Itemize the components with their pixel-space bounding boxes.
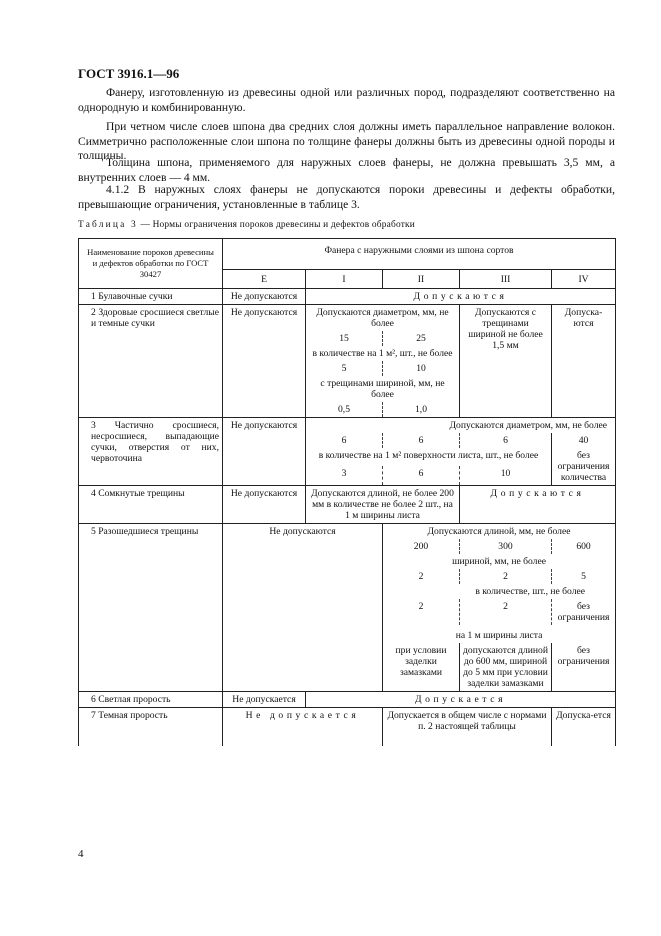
row5-iv-width: 5 (552, 569, 616, 584)
table-row (79, 708, 616, 747)
row2-iii: Допускаются с трещинами шириной не более 1,5 мм (460, 305, 552, 418)
row5-iii-len: 300 (460, 539, 552, 554)
row2-iv: Допуска-ются (552, 305, 616, 418)
table-row (79, 289, 616, 305)
row3-name: 3 Частично сросшиеся, несросшиеся, выпадающие сучки, отверстия от них, червоточина (79, 418, 223, 486)
row5-ii-cond: при условии заделки замазками (383, 643, 460, 692)
row3-iii-diam: 6 (460, 433, 552, 448)
row2-i-crack: 0,5 (306, 402, 383, 418)
row5-width-label: шириной, мм, не более (383, 554, 616, 569)
grade-e: E (223, 270, 306, 289)
row5-iv-len: 600 (552, 539, 616, 554)
row3-iv-count: без ограничения количества (552, 448, 616, 486)
table-row (79, 692, 616, 708)
row1-e: Не допускаются (223, 289, 306, 305)
row2-ii-count: 10 (383, 361, 460, 376)
row7-e-i: Не допускается (223, 708, 383, 747)
row3-ii-count: 6 (383, 466, 460, 485)
row5-ii-len: 200 (383, 539, 460, 554)
page-number: 4 (78, 848, 84, 860)
row1-name: 1 Булавочные сучки (79, 289, 223, 305)
row6-name: 6 Светлая прорость (79, 692, 223, 708)
paragraph-4: 4.1.2 В наружных слоях фанеры не допускаются пороки древесины и дефекты обработки, превышающие ограничения, установленные в таблице 3. (78, 183, 615, 211)
defects-norms-table (78, 238, 616, 746)
row2-ii-diam: 25 (383, 331, 460, 346)
document-header: ГОСТ 3916.1—96 (78, 66, 180, 81)
table-row (79, 486, 616, 524)
row2-ii-crack: 1,0 (383, 402, 460, 418)
table-header-row (79, 239, 616, 270)
row7-name: 7 Темная прорость (79, 708, 223, 747)
row4-iii-iv: Допускаются (460, 486, 616, 524)
row5-ii-width: 2 (383, 569, 460, 584)
row7-ii-iii: Допускается в общем числе с нормами п. 2 настоящей таблицы (383, 708, 552, 747)
row5-per-label: на 1 м ширины листа (383, 625, 616, 643)
row3-iii-count: 10 (460, 466, 552, 485)
row5-iv-cond: без ограничения (552, 643, 616, 692)
row5-e-i: Не допускаются (223, 524, 383, 692)
row5-len-label: Допускаются длиной, мм, не более (383, 524, 616, 540)
row4-i-ii: Допускаются длиной, не более 200 мм в количестве не более 2 шт., на 1 м ширины листа (306, 486, 460, 524)
paragraph-3: Толщина шпона, применяемого для наружных слоев фанеры, не должна превышать 3,5 мм, а внутренних слоев — 4 мм. (78, 156, 615, 184)
row4-name: 4 Сомкнутые трещины (79, 486, 223, 524)
header-grades-group: Фанера с наружными слоями из шпона сортов (223, 239, 616, 270)
row5-ii-count: 2 (383, 599, 460, 625)
row2-name: 2 Здоровые сросшиеся светлые и темные сучки (79, 305, 223, 418)
row3-i-count: 3 (306, 466, 383, 485)
row2-e: Не допускаются (223, 305, 306, 418)
row2-crack-label: с трещинами шириной, мм, не более (306, 376, 460, 402)
row4-e: Не допускаются (223, 486, 306, 524)
row1-rest: Допускаются (306, 289, 616, 305)
row6-rest: Допускается (306, 692, 616, 708)
table-caption (78, 220, 415, 230)
row3-i-diam: 6 (306, 433, 383, 448)
row3-iv-diam: 40 (552, 433, 616, 448)
grade-iv: IV (552, 270, 616, 289)
row3-ii-diam: 6 (383, 433, 460, 448)
grade-ii: II (383, 270, 460, 289)
row5-count-label: в количестве, шт., не более (383, 584, 616, 599)
row2-i-diam: 15 (306, 331, 383, 346)
row3-count-label: в количестве на 1 м² поверхности листа, шт., не более (306, 448, 552, 466)
table-row (79, 418, 616, 434)
table-row (79, 524, 616, 540)
row2-diam-label: Допускаются диаметром, мм, не более (306, 305, 460, 332)
row3-e: Не допускаются (223, 418, 306, 486)
row5-iii-width: 2 (460, 569, 552, 584)
table-caption-label: Таблица 3 (78, 220, 138, 230)
table-caption-text: — Нормы ограничения пороков древесины и дефектов обработки (137, 220, 415, 230)
row5-iv-count: без ограничения (552, 599, 616, 625)
grade-i: I (306, 270, 383, 289)
row7-iv: Допуска-ется (552, 708, 616, 747)
row2-count-label: в количестве на 1 м², шт., не более (306, 346, 460, 361)
header-defect-name: Наименование пороков древесины и дефектов обработки по ГОСТ 30427 (79, 239, 223, 289)
row6-e: Не допускается (223, 692, 306, 708)
row3-diam-label: Допускаются диаметром, мм, не более (306, 418, 616, 434)
row5-iii-cond: допускаются длиной до 600 мм, шириной до 5 мм при условии заделки замазками (460, 643, 552, 692)
grade-iii: III (460, 270, 552, 289)
row5-iii-count: 2 (460, 599, 552, 625)
paragraph-2: При четном числе слоев шпона два средних слоя должны иметь параллельное направление волокон. Симметрично расположенные слои шпона по толщине фанеры должны быть из древесины одной породы и толщины. (78, 120, 615, 162)
row5-name: 5 Разошедшиеся трещины (79, 524, 223, 692)
paragraph-1: Фанеру, изготовленную из древесины одной или различных пород, подразделяют соответственно на однородную и комбинированную. (78, 86, 615, 114)
row2-i-count: 5 (306, 361, 383, 376)
table-row (79, 305, 616, 332)
